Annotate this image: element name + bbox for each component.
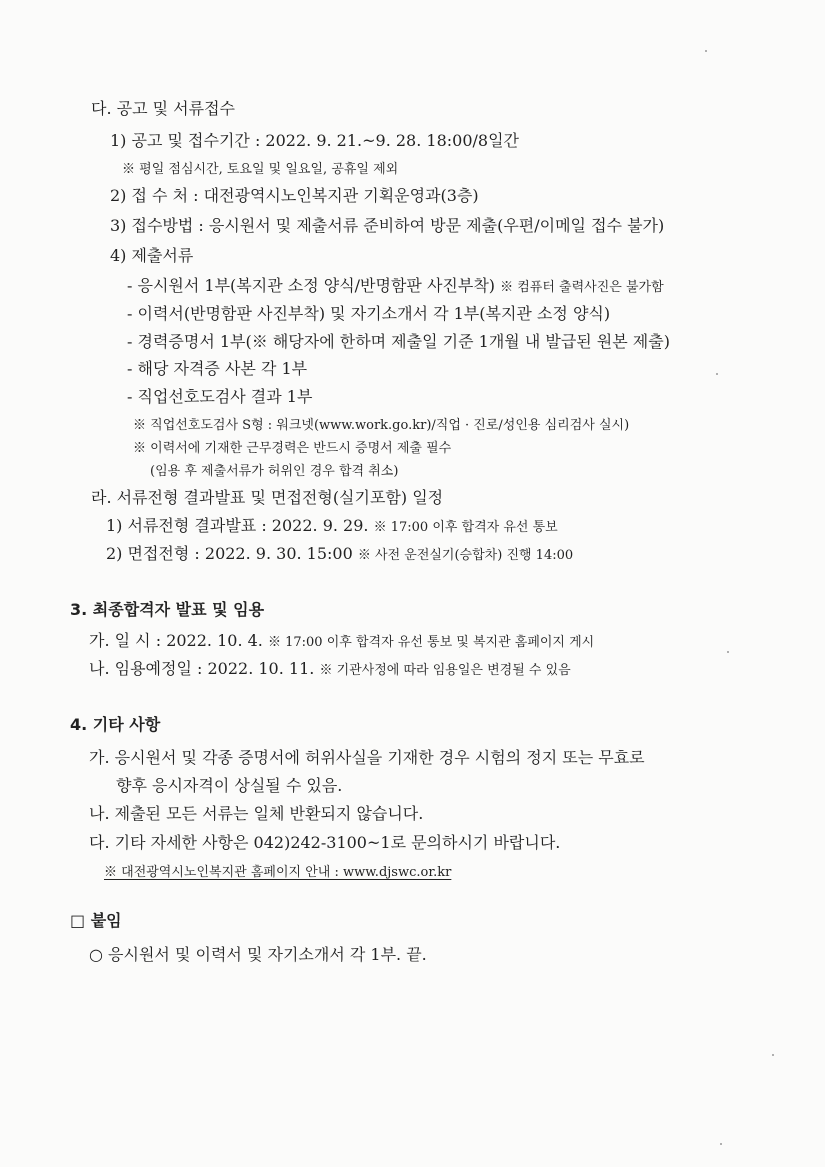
scan-speck: [705, 50, 707, 52]
interview-schedule: [106, 541, 573, 564]
reception-method: 3) 접수방법 : 응시원서 및 제출서류 준비하여 방문 제출(우편/이메일 접수 불가): [110, 216, 665, 235]
attachment-item: ○ 응시원서 및 이력서 및 자기소개서 각 1부. 끝.: [89, 945, 427, 964]
appointment-date-text: 나. 임용예정일 : 2022. 10. 11.: [89, 659, 315, 678]
attachment-heading: □ 붙임: [70, 911, 122, 930]
doc-license-copy: - 해당 자격증 사본 각 1부: [127, 359, 308, 378]
notice-period: 1) 공고 및 접수기간 : 2022. 9. 21.~9. 28. 18:00/8일간: [110, 131, 520, 150]
documents-heading: 4) 제출서류: [110, 246, 194, 265]
interview-note: ※ 사전 운전실기(승합차) 진행 14:00: [357, 548, 574, 563]
falsity-note: (임용 후 제출서류가 허위인 경우 합격 취소): [150, 464, 399, 479]
scan-speck: [772, 1054, 774, 1056]
section-c-heading: 다. 공고 및 서류접수: [91, 99, 235, 118]
doc-application-form: [127, 273, 664, 296]
document-screening-date: 1) 서류전형 결과발표 : 2022. 9. 29.: [106, 516, 369, 535]
aptitude-note: ※ 직업선호도검사 S형 : 워크넷(www.work.go.kr)/직업 · 진로/성인용 심리검사 실시): [133, 418, 630, 433]
scan-speck: [720, 1143, 722, 1145]
section4-heading: 4. 기타 사항: [70, 715, 161, 734]
contact-info: 다. 기타 자세한 사항은 042)242-3100~1로 문의하시기 바랍니다.: [89, 833, 561, 852]
appointment-date: [89, 656, 571, 679]
no-return-notice: 나. 제출된 모든 서류는 일체 반환되지 않습니다.: [89, 804, 424, 823]
scan-speck: [727, 651, 729, 653]
final-announcement-note: ※ 17:00 이후 합격자 유선 통보 및 복지관 홈페이지 게시: [267, 635, 595, 650]
false-info-line2: 향후 응시자격이 상실될 수 있음.: [116, 776, 343, 795]
section-d-heading: 라. 서류전형 결과발표 및 면접전형(실기포함) 일정: [91, 488, 444, 507]
doc-aptitude-result: - 직업선호도검사 결과 1부: [127, 387, 313, 406]
doc-resume: - 이력서(반명함판 사진부착) 및 자기소개서 각 1부(복지관 소정 양식): [127, 304, 611, 323]
document-screening-note: ※ 17:00 이후 합격자 유선 통보: [373, 520, 558, 535]
homepage-info: ※ 대전광역시노인복지관 홈페이지 안내 : www.djswc.or.kr: [104, 865, 452, 880]
notice-period-note: ※ 평일 점심시간, 토요일 및 일요일, 공휴일 제외: [122, 162, 399, 177]
doc-application-form-text: - 응시원서 1부(복지관 소정 양식/반명함판 사진부착): [127, 276, 496, 295]
document-screening-result: [106, 513, 558, 536]
doc-application-form-note: ※ 컴퓨터 출력사진은 불가함: [500, 280, 664, 295]
doc-career-certificate: - 경력증명서 1부(※ 해당자에 한하며 제출일 기준 1개월 내 발급된 원본 제출): [127, 332, 670, 351]
section3-heading: 3. 최종합격자 발표 및 임용: [70, 600, 265, 619]
scan-speck: [716, 373, 718, 375]
final-announcement-date: [89, 628, 594, 651]
career-note: ※ 이력서에 기재한 근무경력은 반드시 증명서 제출 필수: [133, 441, 452, 456]
reception-place: 2) 접 수 처 : 대전광역시노인복지관 기획운영과(3층): [110, 186, 479, 205]
final-announcement-text: 가. 일 시 : 2022. 10. 4.: [89, 631, 263, 650]
appointment-date-note: ※ 기관사정에 따라 임용일은 변경될 수 있음: [319, 663, 571, 678]
interview-date: 2) 면접전형 : 2022. 9. 30. 15:00: [106, 544, 353, 563]
false-info-line1: 가. 응시원서 및 각종 증명서에 허위사실을 기재한 경우 시험의 정지 또는 무효로: [89, 748, 645, 767]
